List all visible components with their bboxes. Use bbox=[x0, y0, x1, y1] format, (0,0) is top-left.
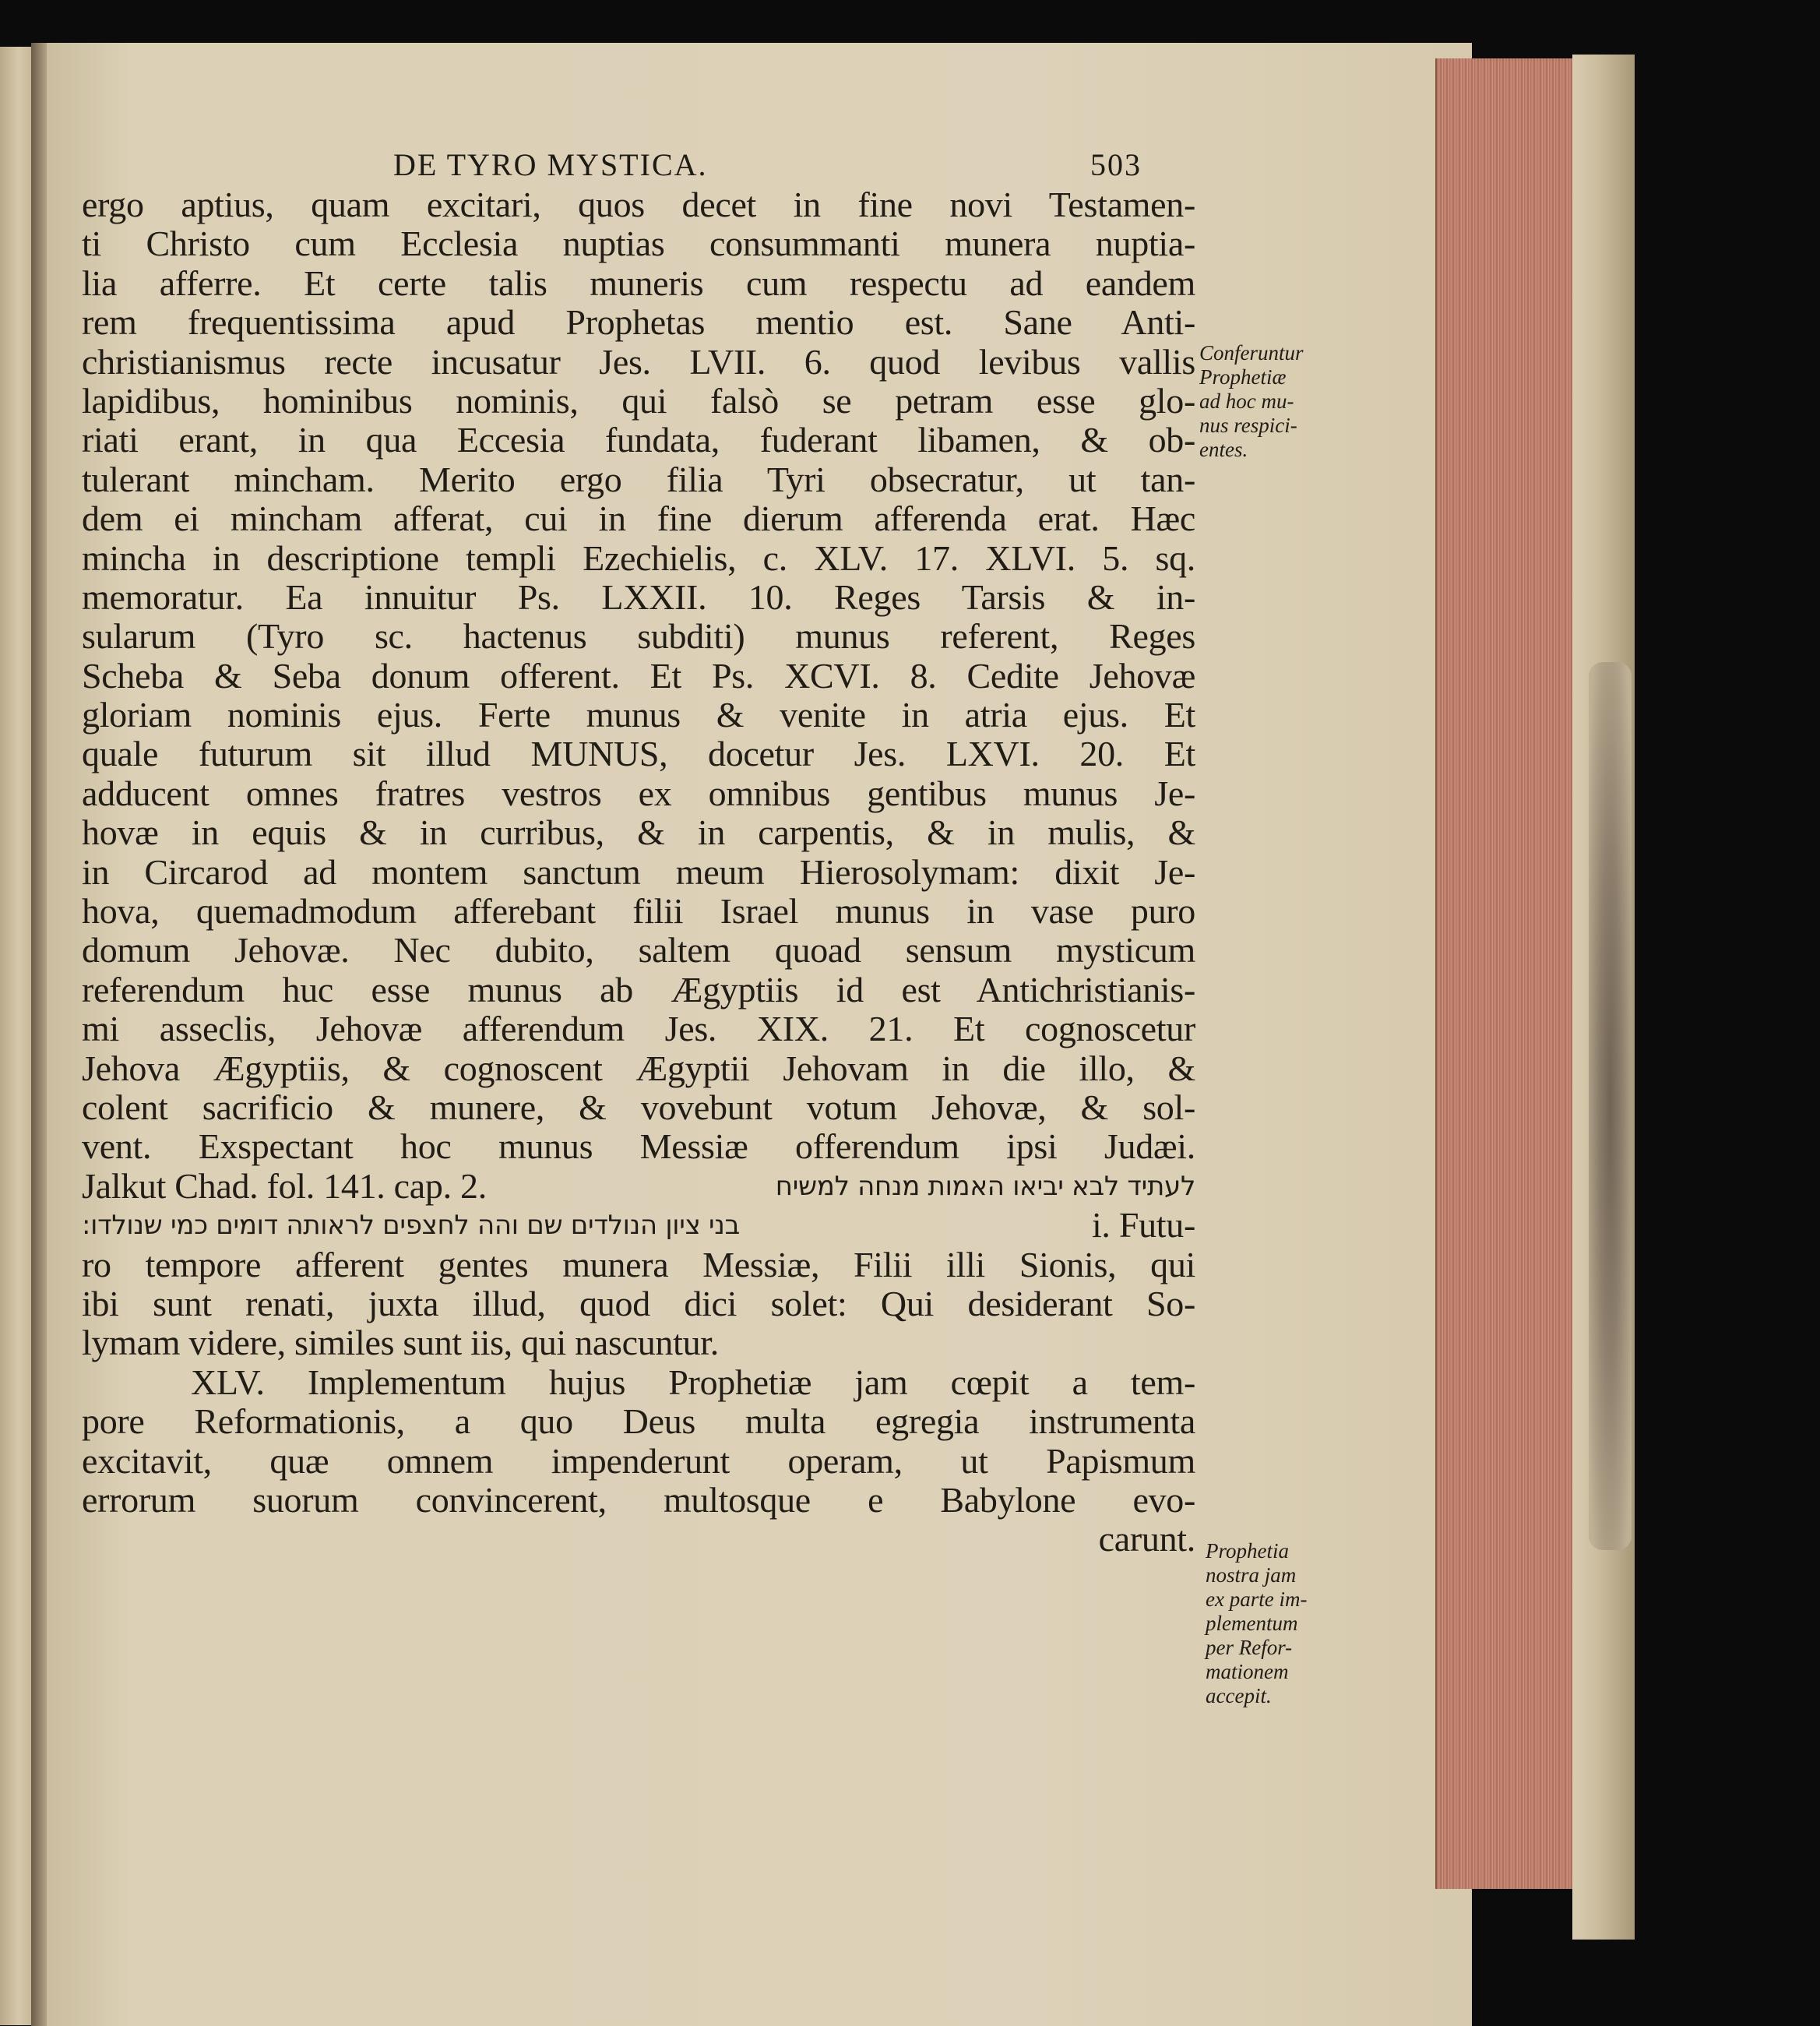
text-line: Scheba & Seba donum offerent. Et Ps. XCVI. 8. Cedite Jehovæ bbox=[82, 655, 1195, 696]
text-line: memoratur. Ea innuitur Ps. LXXII. 10. Reges Tarsis & in- bbox=[82, 576, 1195, 617]
margin-note-line: Prophetiæ bbox=[1199, 365, 1287, 389]
text-line: pore Reformationis, a quo Deus multa egregia instrumenta bbox=[82, 1401, 1195, 1442]
text-line: excitavit, quæ omnem impenderunt operam, ut Papismum bbox=[82, 1440, 1195, 1481]
text-line: ibi sunt renati, juxta illud, quod dici solet: Qui desiderant So- bbox=[82, 1283, 1195, 1323]
text-line: quale futurum sit illud MUNUS, docetur Jes. LXVI. 20. Et bbox=[82, 734, 1195, 774]
translation-start: i. Futu- bbox=[1091, 1205, 1195, 1246]
margin-note-line: plementum bbox=[1206, 1612, 1298, 1635]
citation-text: Jalkut Chad. fol. 141. cap. 2. bbox=[82, 1165, 487, 1206]
text-line: ro tempore afferent gentes munera Messiæ, Filii illi Sionis, qui bbox=[82, 1244, 1195, 1284]
margin-note-line: ex parte im- bbox=[1206, 1587, 1308, 1611]
text-line: mi asseclis, Jehovæ afferendum Jes. XIX. 21. Et cognoscetur bbox=[82, 1009, 1195, 1049]
text-line: sularum (Tyro sc. hactenus subditi) munus referent, Reges bbox=[82, 616, 1195, 657]
text-line: Jehova Ægyptiis, & cognoscent Ægyptii Jehovam in die illo, & bbox=[82, 1048, 1195, 1088]
text-line: domum Jehovæ. Nec dubito, saltem quoad sensum mysticum bbox=[82, 930, 1195, 971]
hebrew-quote-1: לעתיד לבא יביאו האמות מנחה למשיח bbox=[775, 1170, 1195, 1202]
margin-note-line: nostra jam bbox=[1206, 1563, 1297, 1587]
margin-note-line: Conferuntur bbox=[1199, 341, 1304, 365]
margin-note-line: nus respici- bbox=[1199, 414, 1297, 437]
margin-note-line: per Refor- bbox=[1206, 1636, 1293, 1659]
page-edge-block bbox=[1435, 58, 1574, 1889]
text-line: riati erant, in qua Eccesia fundata, fuderant libamen, & ob- bbox=[82, 420, 1195, 460]
text-line: mincha in descriptione templi Ezechielis, c. XLV. 17. XLVI. 5. sq. bbox=[82, 537, 1195, 578]
text-line: vent. Exspectant hoc munus Messiæ offerendum ipsi Judæi. bbox=[82, 1126, 1195, 1167]
page-number: 503 bbox=[1090, 147, 1142, 182]
margin-note bbox=[1199, 341, 1355, 462]
text-line: carunt. bbox=[1098, 1519, 1195, 1559]
text-line: colent sacrificio & munere, & vovebunt votum Jehovæ, & sol- bbox=[82, 1087, 1195, 1127]
text-line: lymam videre, similes sunt iis, qui nascuntur. bbox=[82, 1323, 719, 1363]
cover-wear-mark bbox=[1589, 662, 1632, 1550]
main-text-block bbox=[82, 185, 1195, 1559]
text-line-with-hebrew bbox=[82, 1206, 1195, 1245]
text-line: in Circarod ad montem sanctum meum Hierosolymam: dixit Je- bbox=[82, 851, 1195, 892]
margin-note-line: ad hoc mu- bbox=[1199, 389, 1294, 413]
text-line: dem ei mincham afferat, cui in fine dierum afferenda erat. Hæc bbox=[82, 499, 1195, 539]
text-line: tulerant mincham. Merito ergo filia Tyri obsecratur, ut tan- bbox=[82, 459, 1195, 499]
text-line: lapidibus, hominibus nominis, qui falsò se petram esse glo- bbox=[82, 380, 1195, 421]
margin-note-line: mationem bbox=[1206, 1660, 1289, 1683]
text-line: adducent omnes fratres vestros ex omnibus gentibus munus Je- bbox=[82, 773, 1195, 813]
text-line: lia afferre. Et certe talis muneris cum respectu ad eandem bbox=[82, 262, 1195, 303]
text-line: ti Christo cum Ecclesia nuptias consummanti munera nuptia- bbox=[82, 224, 1195, 264]
text-line: rem frequentissima apud Prophetas mentio est. Sane Anti- bbox=[82, 302, 1195, 343]
text-line: referendum huc esse munus ab Ægyptiis id est Antichristianis- bbox=[82, 969, 1195, 1009]
margin-note-line: entes. bbox=[1199, 438, 1248, 461]
running-head: DE TYRO MYSTICA. bbox=[393, 147, 708, 182]
text-line: gloriam nominis ejus. Ferte munus & venite in atria ejus. Et bbox=[82, 695, 1195, 735]
hebrew-quote-2: בני ציון הנולדים שם והה לחצפים לראותה דומים כמי שנולדו: bbox=[82, 1210, 740, 1242]
paragraph-start-line: XLV. Implementum hujus Prophetiæ jam cœpit a tem- bbox=[191, 1362, 1195, 1402]
margin-note bbox=[1206, 1539, 1361, 1708]
text-line: hovæ in equis & in curribus, & in carpentis, & in mulis, & bbox=[82, 812, 1195, 853]
text-line-with-hebrew bbox=[82, 1167, 1195, 1206]
text-line: christianismus recte incusatur Jes. LVII. 6. quod levibus vallis bbox=[82, 341, 1195, 382]
text-line: hova, quemadmodum afferebant filii Israel munus in vase puro bbox=[82, 891, 1195, 932]
previous-page-edge bbox=[0, 47, 31, 2025]
text-line: errorum suorum convincerent, multosque e Babylone evo- bbox=[82, 1479, 1195, 1520]
margin-note-line: Prophetia bbox=[1206, 1539, 1289, 1563]
margin-note-line: accepit. bbox=[1206, 1684, 1272, 1707]
text-line: ergo aptius, quam excitari, quos decet in fine novi Testamen- bbox=[82, 185, 1195, 224]
